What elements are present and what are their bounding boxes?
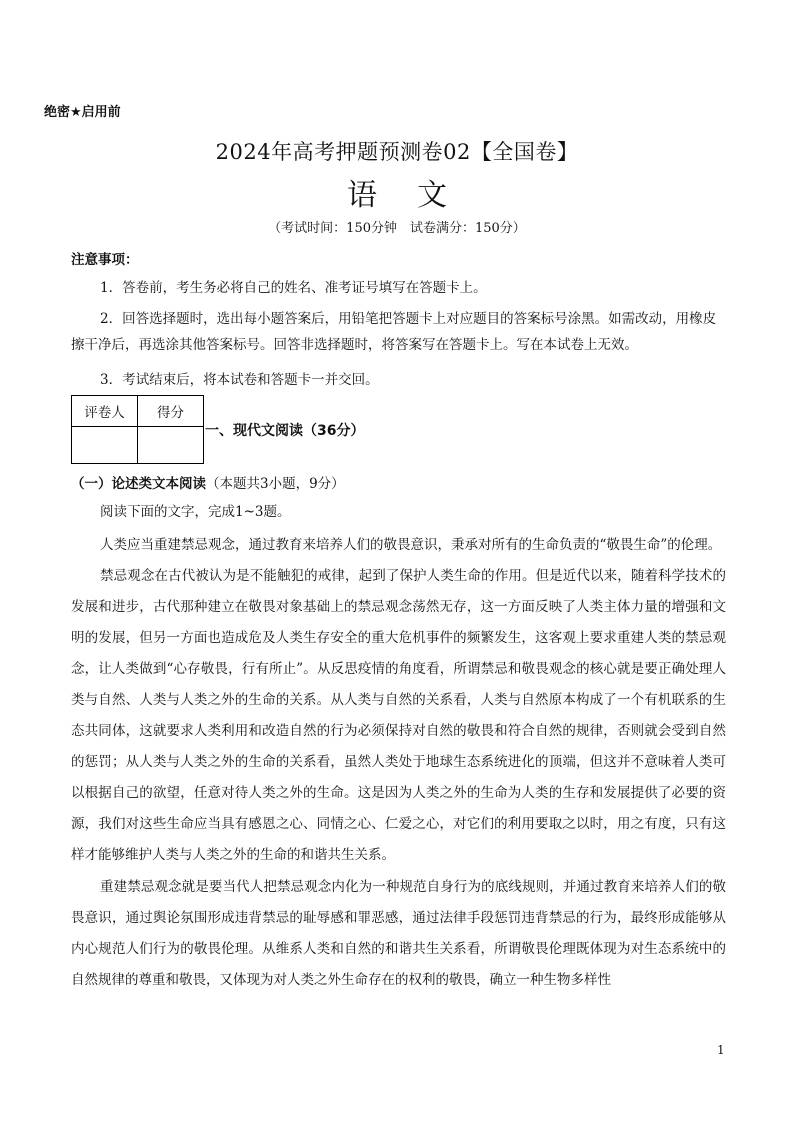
- subject-title: [0, 170, 794, 214]
- page-number: 1: [717, 1043, 725, 1057]
- notice-item-3: 3．考试结束后，将本试卷和答题卡一并交回。: [100, 372, 379, 388]
- confidential-label: 绝密★启用前: [44, 105, 121, 120]
- notice-title: 注意事项：: [71, 252, 139, 268]
- subsection-note: （本题共3小题，9分）: [206, 476, 345, 492]
- score-table: [71, 395, 204, 464]
- section-title: 一、现代文阅读（36分）: [205, 423, 365, 439]
- grader-header: 评卷人: [72, 396, 138, 427]
- subsection-title: （一）论述类文本阅读: [71, 476, 206, 492]
- score-cell: [138, 427, 204, 464]
- passage-paragraph-3: 重建禁忌观念就是要当代人把禁忌观念内化为一种规范自身行为的底线规则，并通过教育来培养人们的敬畏意识，通过舆论氛围形成违背禁忌的耻辱感和罪恶感，通过法律手段惩罚违背禁忌的行为，最终形成能够从内心规范人们行为的敬畏伦理。从维系人类和自然的和谐共生关系看，所谓敬畏伦理既体现为对生态系统中的自然规律的尊重和敬畏，又体现为对人类之外生命存在的权利的敬畏，确立一种生物多样性: [71, 879, 726, 988]
- exam-info: （考试时间：150分钟 试卷满分：150分）: [268, 221, 526, 236]
- passage-paragraph-2: 禁忌观念在古代被认为是不能触犯的戒律，起到了保护人类生命的作用。但是近代以来，随着科学技术的发展和进步，古代那种建立在敬畏对象基础上的禁忌观念荡然无存，这一方面反映了人类主体力量的增强和文明的发展，但另一方面也造成危及人类生存安全的重大危机事件的频繁发生，这客观上要求重建人类的禁忌观念，让人类做到“心存敬畏，行有所止”。从反思疫情的角度看，所谓禁忌和敬畏观念的核心就是要正确处理人类与自然、人类与人类之外的生命的关系。从人类与自然的关系看，人类与自然原本构成了一个有机联系的生态共同体，这就要求人类利用和改造自然的行为必须保持对自然的敬畏和符合自然的规律，否则就会受到自然的惩罚；从人类与人类之外的生命的关系看，虽然人类处于地球生态系统进化的顶端，但这并不意味着人类可以根据自己的欲望，任意对待人类之外的生命。这是因为人类之外的生命为人类的生存和发展提供了必要的资源，我们对这些生命应当具有感恩之心、同情之心、仁爱之心，对它们的利用要取之以时，用之有度，只有这样才能够维护人类与人类之外的生命的和谐共生关系。: [71, 568, 726, 863]
- exam-title: 2024年高考押题预测卷02【全国卷】: [215, 140, 579, 164]
- score-header: 得分: [138, 396, 204, 427]
- subject-char-2: 文: [417, 178, 447, 213]
- grader-cell: [72, 427, 138, 464]
- notice-item-1: 1．答卷前，考生务必将自己的姓名、准考证号填写在答题卡上。: [100, 280, 487, 296]
- subject-char-1: 语: [347, 178, 377, 213]
- reading-instruction: 阅读下面的文字，完成1~3题。: [100, 504, 291, 520]
- passage-paragraph-1: 人类应当重建禁忌观念，通过教育来培养人们的敬畏意识，秉承对所有的生命负责的“敬畏生命”的伦理。: [100, 537, 722, 553]
- subsection-heading: [71, 472, 345, 492]
- notice-item-2: 2．回答选择题时，选出每小题答案后，用铅笔把答题卡上对应题目的答案标号涂黑。如需改动，用橡皮擦干净后，再选涂其他答案标号。回答非选择题时，将答案写在答题卡上。写在本试卷上无效。: [71, 311, 717, 353]
